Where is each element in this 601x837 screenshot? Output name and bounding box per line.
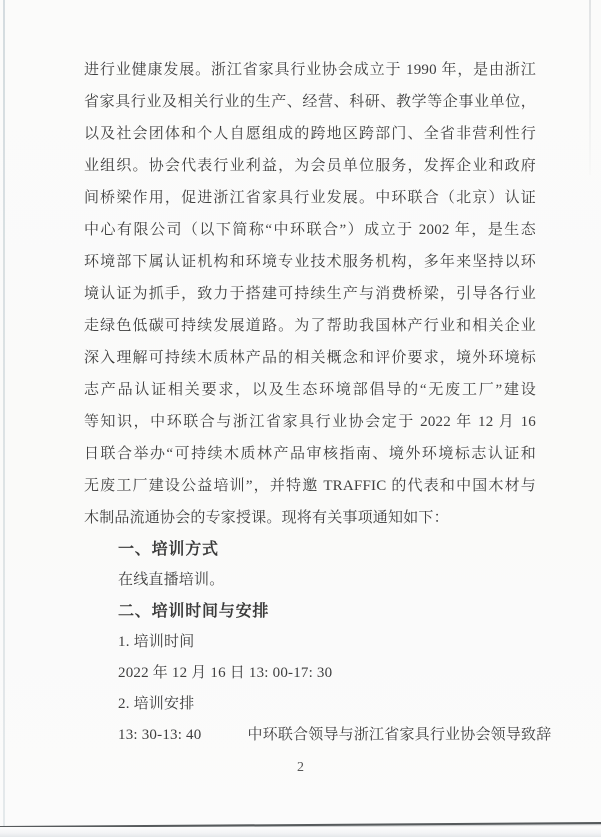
item-1-title: 1. 培训时间 (118, 634, 195, 650)
continued-paragraph (84, 54, 536, 534)
schedule-event: 中环联合领导与浙江省家具行业协会领导致辞 (247, 727, 552, 743)
paragraph-line: 走绿色低碳可持续发展道路。为了帮助我国林产行业和相关企业 (84, 318, 536, 334)
paragraph-line: 中心有限公司（以下简称“中环联合”）成立于 2002 年，是生态 (84, 222, 536, 238)
item-2-title: 2. 培训安排 (118, 696, 195, 712)
paragraph-line: 进行业健康发展。浙江省家具行业协会成立于 1990 年，是由浙江 (84, 62, 536, 78)
paragraph-line: 省家具行业及相关行业的生产、经营、科研、教学等企事业单位， (84, 94, 536, 110)
page-number: 2 (297, 760, 304, 775)
paragraph-line: 志产品认证相关要求，以及生态环境部倡导的“无废工厂”建设 (84, 382, 536, 398)
paragraph-line: 间桥梁作用，促进浙江省家具行业发展。中环联合（北京）认证 (84, 190, 536, 206)
paragraph-line: 环境部下属认证机构和环境专业技术服务机构，多年来坚持以环 (84, 254, 536, 270)
document-body (84, 54, 552, 751)
section-1-heading: 一、培训方式 (118, 541, 219, 558)
paragraph-line: 深入理解可持续木质林产品的相关概念和评价要求，境外环境标 (84, 350, 536, 366)
section-2-heading: 二、培训时间与安排 (118, 603, 270, 620)
paragraph-line: 无废工厂建设公益培训”，并特邀 TRAFFIC 的代表和中国木材与 (84, 478, 536, 494)
paragraph-line: 境认证为抓手，致力于搭建可持续生产与消费桥梁，引导各行业 (84, 286, 536, 302)
paragraph-line: 等知识，中环联合与浙江省家具行业协会定于 2022 年 12 月 16 (84, 414, 536, 430)
scan-right-edge-shadow (589, 0, 591, 175)
paragraph-line: 业组织。协会代表行业利益，为会员单位服务，发挥企业和政府 (84, 158, 536, 174)
scan-left-edge-line (3, 0, 5, 832)
training-mode-text: 在线直播培训。 (118, 572, 225, 588)
paragraph-line: 日联合举办“可持续木质林产品审核指南、境外环境标志认证和 (84, 446, 536, 462)
scanner-background (0, 827, 601, 837)
training-datetime: 2022 年 12 月 16 日 13: 00-17: 30 (118, 665, 333, 681)
paragraph-line: 以及社会团体和个人自愿组成的跨地区跨部门、全省非营利性行 (84, 126, 536, 142)
paragraph-line: 木制品流通协会的专家授课。现将有关事项通知如下： (84, 510, 449, 526)
schedule-row (84, 720, 552, 751)
schedule-time: 13: 30-13: 40 (118, 727, 202, 743)
notice-sections (84, 534, 552, 751)
